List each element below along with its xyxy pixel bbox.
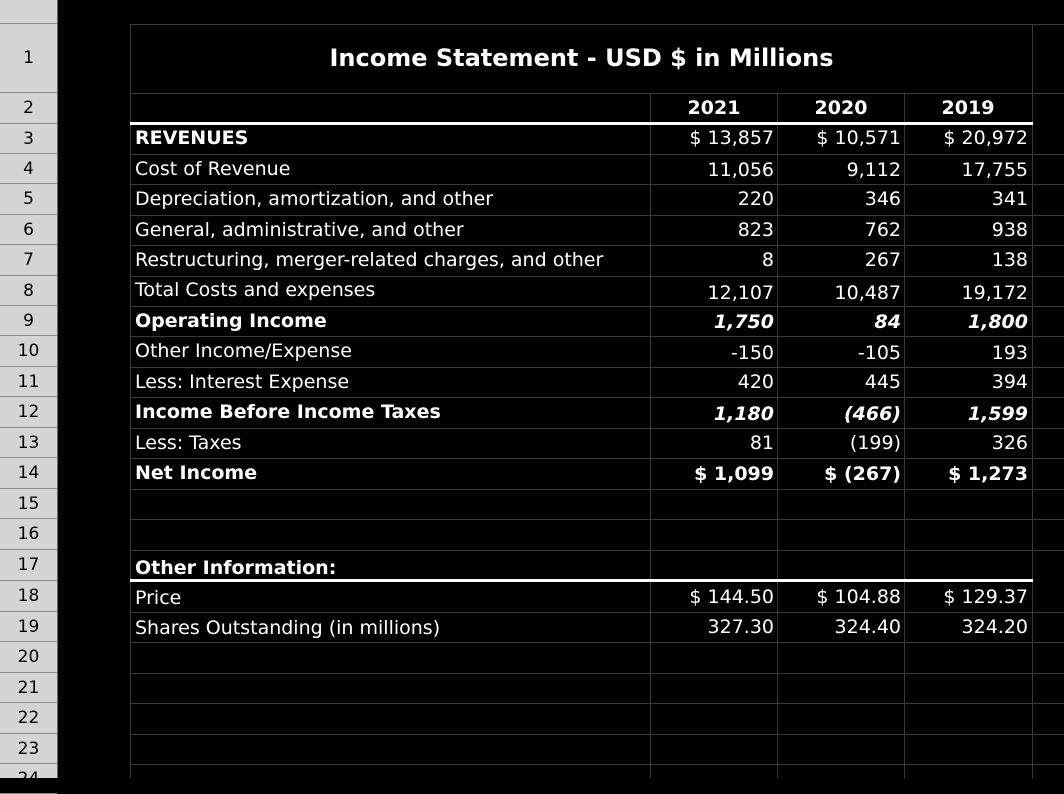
- row-header-3[interactable]: 3: [0, 124, 57, 154]
- row-header-18[interactable]: 18: [0, 581, 57, 612]
- row-label-operating-income[interactable]: Operating Income: [135, 310, 327, 332]
- depreciation-2019[interactable]: 341: [991, 188, 1028, 210]
- net-income-2020[interactable]: $ (267): [824, 463, 901, 485]
- net-income-2021[interactable]: $ 1,099: [694, 463, 774, 485]
- shares-2021[interactable]: 327.30: [707, 616, 774, 638]
- operating-income-2021[interactable]: 1,750: [713, 311, 774, 333]
- row-label-restructuring[interactable]: Restructuring, merger-related charges, and other: [135, 249, 604, 271]
- cost-of-revenue-2021[interactable]: 11,056: [707, 159, 774, 181]
- row-label-taxes[interactable]: Less: Taxes: [135, 432, 242, 454]
- row-header-5[interactable]: 5: [0, 184, 57, 215]
- row-label-net-income[interactable]: Net Income: [135, 462, 258, 484]
- income-before-taxes-2021[interactable]: 1,180: [713, 403, 774, 425]
- year-header-2020[interactable]: 2020: [814, 97, 868, 119]
- restructuring-2019[interactable]: 138: [991, 249, 1028, 271]
- general-admin-2021[interactable]: 823: [737, 219, 774, 241]
- row-header-19[interactable]: 19: [0, 612, 57, 642]
- revenues-2021[interactable]: $ 13,857: [689, 127, 774, 149]
- row-header-column: [0, 0, 58, 789]
- operating-income-2019[interactable]: 1,800: [967, 311, 1028, 333]
- price-2019[interactable]: $ 129.37: [943, 586, 1028, 608]
- row-header-23[interactable]: 23: [0, 734, 57, 764]
- revenues-2019[interactable]: $ 20,972: [943, 127, 1028, 149]
- cost-of-revenue-2019[interactable]: 17,755: [961, 159, 1028, 181]
- general-admin-2020[interactable]: 762: [864, 219, 901, 241]
- interest-expense-2019[interactable]: 394: [991, 371, 1028, 393]
- row-label-interest-expense[interactable]: Less: Interest Expense: [135, 371, 350, 393]
- row-label-general-admin[interactable]: General, administrative, and other: [135, 219, 464, 241]
- other-income-2019[interactable]: 193: [991, 342, 1028, 364]
- row-label-income-before-taxes[interactable]: Income Before Income Taxes: [135, 401, 441, 423]
- row-header-blank: [0, 0, 57, 24]
- row-header-20[interactable]: 20: [0, 642, 57, 673]
- row-header-2[interactable]: 2: [0, 93, 57, 124]
- row-header-16[interactable]: 16: [0, 519, 57, 550]
- row-header-21[interactable]: 21: [0, 673, 57, 703]
- row-label-other-income[interactable]: Other Income/Expense: [135, 340, 352, 362]
- interest-expense-2021[interactable]: 420: [737, 371, 774, 393]
- row-label-cost-of-revenue[interactable]: Cost of Revenue: [135, 158, 291, 180]
- revenues-2020[interactable]: $ 10,571: [816, 127, 901, 149]
- total-costs-2020[interactable]: 10,487: [834, 282, 901, 304]
- row-label-shares-outstanding[interactable]: Shares Outstanding (in millions): [135, 617, 441, 639]
- row-header-22[interactable]: 22: [0, 703, 57, 734]
- row-label-price[interactable]: Price: [135, 587, 182, 609]
- depreciation-2020[interactable]: 346: [864, 188, 901, 210]
- row-header-7[interactable]: 7: [0, 245, 57, 276]
- year-header-2021[interactable]: 2021: [687, 97, 741, 119]
- shares-2020[interactable]: 324.40: [834, 616, 901, 638]
- taxes-2021[interactable]: 81: [749, 432, 774, 454]
- row-label-depreciation[interactable]: Depreciation, amortization, and other: [135, 188, 494, 210]
- taxes-2020[interactable]: (199): [849, 432, 901, 454]
- row-header-11[interactable]: 11: [0, 367, 57, 397]
- restructuring-2020[interactable]: 267: [864, 249, 901, 271]
- general-admin-2019[interactable]: 938: [991, 219, 1028, 241]
- row-header-1[interactable]: 1: [0, 24, 57, 93]
- row-header-13[interactable]: 13: [0, 428, 57, 458]
- shares-2019[interactable]: 324.20: [961, 616, 1028, 638]
- income-before-taxes-2019[interactable]: 1,599: [967, 403, 1028, 425]
- row-label-total-costs[interactable]: Total Costs and expenses: [135, 279, 376, 301]
- price-2020[interactable]: $ 104.88: [816, 586, 901, 608]
- other-income-2020[interactable]: -105: [857, 342, 901, 364]
- other-information-header[interactable]: Other Information:: [135, 557, 337, 579]
- row-header-15[interactable]: 15: [0, 489, 57, 519]
- row-header-6[interactable]: 6: [0, 215, 57, 245]
- operating-income-2020[interactable]: 84: [874, 311, 901, 333]
- price-2021[interactable]: $ 144.50: [689, 586, 774, 608]
- row-header-9[interactable]: 9: [0, 306, 57, 336]
- row-header-12[interactable]: 12: [0, 397, 57, 428]
- row-header-8[interactable]: 8: [0, 276, 57, 306]
- restructuring-2021[interactable]: 8: [761, 249, 774, 271]
- total-costs-2021[interactable]: 12,107: [707, 282, 774, 304]
- row-label-revenues[interactable]: REVENUES: [135, 127, 249, 149]
- row-header-4[interactable]: 4: [0, 154, 57, 184]
- row-header-17[interactable]: 17: [0, 550, 57, 581]
- row-header-10[interactable]: 10: [0, 336, 57, 367]
- income-before-taxes-2020[interactable]: (466): [843, 403, 901, 425]
- other-income-2021[interactable]: -150: [730, 342, 774, 364]
- row-header-24[interactable]: 24: [0, 764, 57, 794]
- net-income-2019[interactable]: $ 1,273: [948, 463, 1028, 485]
- taxes-2019[interactable]: 326: [991, 432, 1028, 454]
- total-costs-2019[interactable]: 19,172: [961, 282, 1028, 304]
- interest-expense-2020[interactable]: 445: [864, 371, 901, 393]
- cost-of-revenue-2020[interactable]: 9,112: [846, 159, 901, 181]
- year-header-2019[interactable]: 2019: [941, 97, 995, 119]
- depreciation-2021[interactable]: 220: [737, 188, 774, 210]
- sheet-title[interactable]: Income Statement - USD $ in Millions: [329, 44, 834, 72]
- row-header-14[interactable]: 14: [0, 458, 57, 489]
